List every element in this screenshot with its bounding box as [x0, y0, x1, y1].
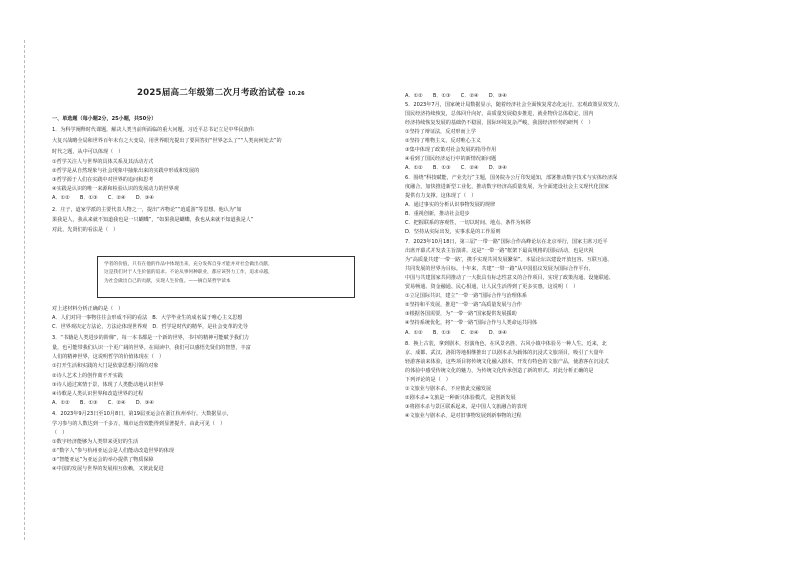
question-line: ④实践是认识的唯一来源和检验认识的发展动力的世界观: [52, 186, 179, 192]
question-line: 共同发展的世界为目标。十年来，共建“一带一路”从中国倡议发展为国际合作平台，: [405, 266, 594, 272]
question-line: 1．为科学阐释时代课题，解决人类当前所面临的重大问题，习近平总书记立足中华民族伟: [52, 127, 254, 133]
question-line: ①哲学关注人与世界的具体关系及其活动方式: [52, 159, 154, 165]
question-line: 度融合，加快推进新型工业化，推动数字经济高质量发展，为全面建设社会主义现代化国家: [405, 184, 609, 190]
question-line: （ ）: [52, 430, 68, 436]
question-line: ④诗歌是人类认识世界和改造世界的过程: [52, 391, 144, 397]
question-line: ④坚持系统优化，将“一带一路”国际合作与人类命运共同体: [405, 320, 538, 326]
question-line: D．坚持从实际出发，实事求是的工作原则: [405, 229, 501, 235]
question-line: 京、成都、武汉、洛阳等地相继推出了以剧本杀为载体的沉浸式文旅项目，吸引了大量年: [405, 350, 604, 356]
quote-box: [97, 256, 355, 298]
question-line: 8．换上古装，拿到剧本，扮演角色，在风景名胜，古风小镇中体验另一种人生。近来，北: [405, 341, 607, 347]
question-line: C．世界观决定方法论，方法论体现世界观 D．哲学是时代的精华，是社会变革的先导: [52, 324, 248, 330]
title-date: 10.26: [288, 91, 305, 97]
question-line: ④看到了国民经济运行中的新情况新问题: [405, 156, 497, 162]
question-line: ③集中体现了政策对社会发展的指导作用: [405, 147, 497, 153]
question-line: ②诗人艺术上的创作离不开实践: [52, 373, 123, 379]
question-line: B．重视创新，推动社会进步: [405, 211, 470, 217]
question-line: 学习参与的人数达到一千多万，城市运营效能得到显著提升。由此可见（ ）: [52, 421, 226, 427]
right-column: [405, 0, 745, 562]
question-line: ②坚持了唯物主义，反对唯心主义: [405, 138, 481, 144]
question-line: A．①② B．①③ C．②④ D．③④: [405, 165, 507, 171]
question-line: 对此，先贤们的看法是（ ）: [52, 227, 119, 233]
question-line: 量，也可能带我们认识一个更广阔的世界。在阅读中，我们可以感悟先贤们的智慧，丰富: [52, 345, 251, 351]
question-line: A．人们对同一事物往往会形成不同的看法 B．大学毕业生的成名属于唯心主义思想: [52, 315, 243, 321]
question-line: ③将剧本杀与景区联系起来，是中国人文旅融合的表现: [405, 404, 527, 410]
question-line: ③哲学源于人们在实践中对世界的追问和思考: [52, 177, 154, 183]
question-line: 国民经济持续恢复，总体回升向好，高质量发展稳步推进，就业物价总体稳定，国内: [405, 111, 594, 117]
question-line: 对上述材料分析正确的是（ ）: [52, 306, 124, 312]
question-line: 下列评论的是（ ）: [405, 377, 451, 383]
quote-line: 学者的价值，只有在他的作品中体现出来，充分发挥自身才能并对社会做出贡献，: [104, 262, 273, 267]
question-line: ①坚持了辩证法，反对形而上学: [405, 129, 476, 135]
question-line: A．①② B．①③ C．②④ D．③④: [405, 330, 507, 336]
question-line: ③诗人通过寓情于景，体现了人类能动地认识世界: [52, 382, 164, 388]
question-line: 果我是人，我从来就不知道我也是一只蝴蝶”，“如果我是蝴蝶，我也从来就不知道我是人”: [52, 217, 254, 223]
question-line: ①立足国际共识，建立“一带一路”国际合作与治理体系: [405, 293, 527, 299]
question-line: ③根据各国需要，为“一带一路”国家提供发展援助: [405, 311, 517, 317]
question-line: A．通过事实的分析认识事物发展的规律: [405, 202, 496, 208]
question-line: 大复兴战略全局和世界百年未有之大变局，用世界眼光提出了要回答好“世界怎么了”“人类向何处去”的: [52, 138, 282, 144]
question-line: 6．围绕“科技赋能，产业先行”主题，国务院办公厅印发通知，部署推动数字技术与实体经济深: [405, 175, 618, 181]
question-line: ④中国的发展与世界的发展相互依赖，又彼此促进: [52, 466, 164, 472]
question-line: 4．2023年9月23日至10月8日，第19届亚运会在浙江杭州举行。大数据显示，: [52, 411, 232, 417]
question-line: A．①② B．①③ C．②④ D．③④: [52, 195, 154, 201]
left-column: [52, 0, 397, 562]
question-line: 轻游客前来体验，这些项目将传统文化融入剧本，开发有特色的文旅产品，使游客在沉浸式: [405, 359, 609, 365]
question-line: 7．2023年10月18日，第三届“一带一路”国际合作高峰论坛在北京举行，国家主席习近平: [405, 239, 608, 245]
question-line: ②“数字人”参与杭州亚运会是人们能动改造世界的体现: [52, 448, 174, 454]
question-line: ②剧本杀+文旅是一种新兴体验模式，是创新发展: [405, 395, 516, 401]
question-line: ①文旅业与剧本杀，不应彼此交融发展: [405, 386, 492, 392]
quote-line: 为社会做出自己的贡献，实现人生价值。——摘自某哲学读本: [104, 278, 231, 284]
question-line: 提供有力支撑。这体现了（ ）: [405, 193, 477, 199]
section-heading: 一、单选题（每小题2分，25小题，共50分）: [52, 116, 157, 122]
question-line: A．①② B．①③ C．②④ D．③④: [405, 93, 507, 99]
question-line: ④文旅业与剧本杀，是对旧事物发展到新事物的过程: [405, 413, 522, 419]
question-line: C．把握联系的客观性，一切以时间、地点、条件为转移: [405, 220, 531, 226]
question-line: 3．“书籍是人类进步的阶梯”，每一本书都是一个新的世界，书中的精神可能赋予我们力: [52, 335, 249, 341]
exam-title: [137, 86, 305, 98]
binding-line: [24, 40, 33, 540]
question-line: 贸易畅通、资金融通、民心相通，让人民生活得到了更多实惠。这说明（ ）: [405, 284, 579, 290]
question-line: ①打开生活和实践的大门是依靠思想引领的对象: [52, 363, 159, 369]
question-line: 的体验中感受传统文化的魅力，为传统文化传承创造了新的形式。对此分析正确的是: [405, 368, 594, 374]
question-line: 为“高质量共建‘一带一路’，携手实现共同发展繁荣”。本届论坛以建设开放包容、互联互通、: [405, 257, 613, 263]
question-line: ③“智能亚运”为亚运会的举办提供了物质保障: [52, 457, 154, 463]
question-line: A．①② B．①③ C．②④ D．③④: [52, 400, 154, 406]
question-line: 中国与共建国家共同推动了一大批具有标志性意义的合作项目，实现了政策沟通、设施联通、: [405, 275, 614, 281]
question-line: 经济持续恢复发展的基础仍不稳固，国际环境复杂严峻，我国经济形势的研判（ ）: [405, 120, 594, 126]
title-text: 2025届高二年级第二次月考政治试卷: [137, 88, 285, 98]
question-line: 2．庄子，道家学派的主要代表人物之一，提出“齐物论”“逍遥游”等思想。他认为“如: [52, 207, 242, 213]
quote-line: 这是我们对于人生价值的追求。不论从事何种职业，都应该努力工作，追求卓越，: [104, 270, 273, 276]
question-line: 人们的精神世界，这说明哲学的价值体现在（ ）: [52, 354, 165, 360]
question-line: ①数字经济能够为人类带来更好的生活: [52, 439, 139, 445]
question-line: 时代之题，从中可以体现（ ）: [52, 149, 124, 155]
question-line: ②坚持和平发展，推进“一带一路”高质量发展与合作: [405, 302, 522, 308]
question-line: 5．2023年7月，国家统计局数据显示，随着经济社会全面恢复常态化运行，宏观政策显效发力，: [405, 102, 624, 108]
question-line: 出席开幕式并发表主旨演讲。这是“一带一路”框架下最高规格的国际活动，也是庆祝: [405, 248, 594, 254]
question-line: ②哲学是从自然现象与社会现象中抽象出来的实践中形成和发展的: [52, 168, 200, 174]
